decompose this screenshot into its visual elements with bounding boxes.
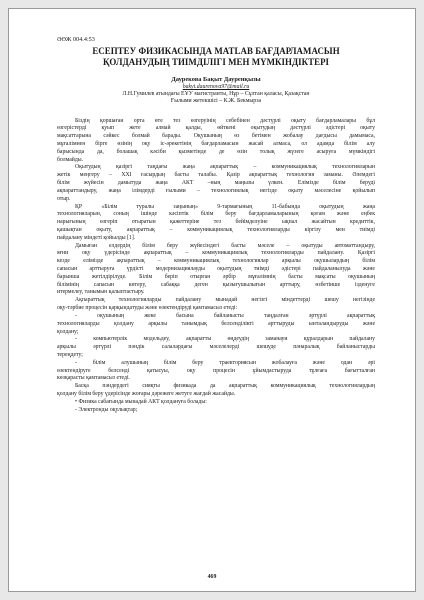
body-line: мақсаттарына сәйкес болмай барады. Оқушының өз бетімен жобалау дағдысы дамымаса,	[57, 133, 375, 140]
body-line: яғни оқу үдерісінде ақпараттық – коммуникациялық технологияларды пайдалану. Қазіргі	[57, 250, 375, 257]
body-line: Оқытудың қазіргі таңдағы жаңа ақпараттық – коммуникациялық технологияларын	[75, 164, 375, 171]
supervisor: Ғылыми жетекшісі – К.Ж. Бекмырза	[170, 98, 262, 105]
document-page	[8, 8, 416, 592]
body-line: өзектендіруге белсенді қатысуы, оқу процесін ұйымдастыруда тұлғаға бағытталған	[57, 367, 375, 374]
body-line: қашықтан оқыту, ақпараттық – коммуникациялық технологияларды кіргізу мен тиімді	[57, 226, 375, 233]
author-email[interactable]: bakyt.daurenova97@mail.ru	[182, 83, 250, 90]
body-line: оқу-тәрбие процесін қарқындатуды және өзектендіруді қамтамасыз етеді:	[57, 305, 238, 312]
page-content	[57, 36, 375, 414]
body-line: мұғалімнен бірге өзінің оқу іс-әрекетінің бағдарламасын жасай алмаса, ол адамда білім алу	[57, 141, 375, 148]
body-line: Дамыған елдердің білім беру жүйесіндегі басты мәселе – оқытуды автоматтандыру,	[75, 242, 375, 249]
body-line: - оқушының жеке басына байланысты таңдалған әртүрлі ақпараттық	[75, 312, 375, 319]
body-line: - Электронды оқулықтар;	[75, 406, 138, 413]
body-line: пайдалану міндеті қойылды [1].	[57, 234, 136, 241]
body-line: - білім алушының білім беру траекториясын жобалауға және одан әрі	[75, 359, 375, 366]
article-title	[57, 46, 375, 67]
body-line: Ақпараттық технологияларды пайдалану мынадай негізгі міндеттерді шешу негізінде	[75, 297, 375, 304]
body-line: технологияларды қолдану арқылы танымдық белсенділікті арттыруды ынталандыруды және	[57, 320, 375, 327]
article-body	[57, 118, 375, 415]
body-line: білімінің сапасын көтеру, сабаққа деген қызығушылығын арттыру, өзбетінше ізденуге	[57, 281, 375, 288]
title-line: ҚОЛДАНУДЫҢ ТИІМДІЛІГІ МЕН МҮМКІНДІКТЕРІ	[102, 56, 330, 67]
body-line: Басқа пәндердегі сияқты физикада да ақпараттық коммуникациялық технологиялардың	[75, 383, 375, 390]
title-line: ЕСЕПТЕУ ФИЗИКАСЫНДА MATLAB БАҒДАРЛАМАСЫН	[92, 46, 340, 56]
body-line: ҚР «Білім туралы заңының» 9-тармағының 11-бабында оқытудың жаңа	[75, 203, 375, 210]
body-line: өзгерістерді қуып жете алмай қалды, өйткені оқытудың дәстүрлі әдістері оқыту	[57, 125, 375, 132]
page-number: 469	[207, 574, 217, 580]
body-line: • Физика сабағында мынадай АКТ қолдануға болады:	[75, 398, 207, 405]
body-line: арқылы әртүрлі пәндік салалардағы мәселелерді шешуде пәнаралық байланыстарды	[57, 344, 375, 351]
body-line: білім жүйесін дамытуда жаңа АКТ –ның маңызы үлкен. Елімізде білім беруді	[57, 180, 375, 187]
body-line: сапасын арттыруға үрдісті модернизациялауды оқытудың тиімді әдістері пайдаланылуда және	[57, 266, 375, 273]
body-line: қолдану білім беру үдерісінде жоғары дәрежеге жетуге жағдай жасайды.	[57, 391, 236, 398]
body-line: жетік меңгеру – ХХІ ғасырдың басты талабы. Қазір ақпараттық технология заманы. Әлемдегі	[57, 172, 375, 179]
body-line: кезде елімізде ақпараттық – коммуникациялық технологиялар арқылы оқушылардың білім	[57, 258, 375, 265]
body-line: отыр.	[57, 195, 71, 202]
body-line: тереңдету;	[57, 351, 83, 358]
author-affiliation: Л.Н.Гумилев атындағы ЕҰУ магистранты, Нұр – Сұлтан қаласы, Қазақстан	[122, 91, 310, 98]
body-line: технологияларын, соның ішінде кәсіптік білім беру бағдарламаларының қоғам және еңбек	[57, 211, 375, 218]
body-line: Біздің қоршаған орта өте тез өзгеруінің себебінен дәстүрлі оқыту бағдарламалары бұл	[75, 117, 375, 124]
body-line: - компьютерлік модельдеу, ақпаратты өңдеудің заманауи құралдарын пайдалану	[75, 336, 375, 343]
body-line: болмайды.	[57, 156, 84, 163]
body-line: барысында да, болашақ кәсіби қызметінде де өзін толық жүзеге асыруға мүмкіндігі	[57, 148, 375, 155]
body-line: қолдану;	[57, 328, 79, 335]
body-line: итермелеу, танымын қалыптастыру.	[57, 289, 145, 296]
body-line: ақпараттандыру, жаңа ілімдерді ғылыми – технологиялық негізде оқыту мәселесіне қойылып	[57, 187, 375, 194]
udk-code: ӘӨЖ 004.4:53	[57, 36, 95, 43]
body-line: көзқарасты қамтамасыз етеді.	[57, 375, 130, 382]
body-line: барынша жетілдірілуде. Білім беріп отырған әрбір мұғалімнің басты мақсаты оқушының	[57, 273, 375, 280]
author-name: Даурекова Бақыт Дауренқызы	[171, 76, 261, 84]
body-line: нарығының өзгеріп отыратын қажеттеріне тез бейімделуіне ықпал жасайтын кредиттік,	[57, 219, 375, 226]
